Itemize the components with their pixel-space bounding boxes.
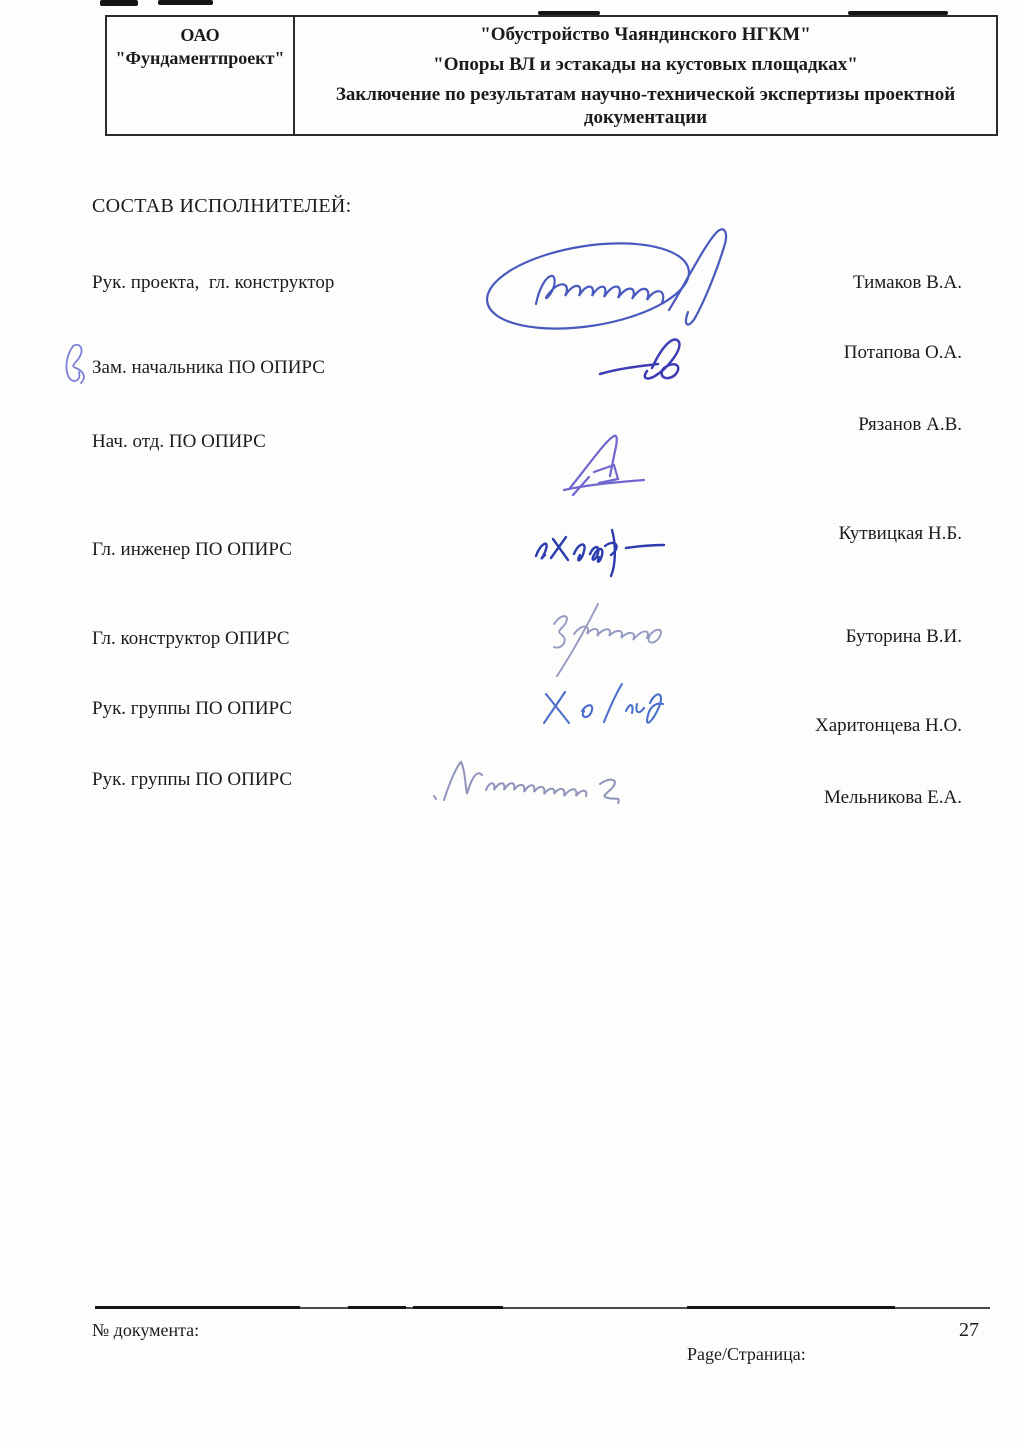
org-name-line1: ОАО <box>180 25 220 45</box>
header-table <box>105 15 998 136</box>
executor-name: Рязанов А.В. <box>858 414 962 435</box>
role-label: Рук. проекта, гл. конструктор <box>92 272 335 293</box>
document-type-title: Заключение по результатам научно-технической экспертизы проектной документации <box>335 83 956 129</box>
role-label: Гл. конструктор ОПИРС <box>92 628 290 649</box>
header-title-cell <box>295 17 996 134</box>
signature-kutvitskaya-icon <box>530 522 672 582</box>
page-number: 27 <box>959 1319 979 1341</box>
executor-name: Тимаков В.А. <box>852 272 962 293</box>
header-organization-cell <box>107 17 295 134</box>
project-title-line2: "Опоры ВЛ и эстакады на кустовых площадках" <box>433 53 858 75</box>
scan-artifact <box>100 0 138 6</box>
role-label: Рук. группы ПО ОПИРС <box>92 698 293 719</box>
page-label: Page/Страница: <box>687 1344 806 1364</box>
role-label: Зам. начальника ПО ОПИРС <box>92 357 325 378</box>
doc-number-label: № документа: <box>92 1320 200 1340</box>
org-name-line2: "Фундаментпроект" <box>115 47 285 68</box>
executor-name: Кутвицкая Н.Б. <box>838 523 962 544</box>
role-label: Гл. инженер ПО ОПИРС <box>92 539 292 560</box>
footer-rule <box>95 1307 990 1309</box>
executor-name: Мельникова Е.А. <box>823 787 962 808</box>
executor-name: Потапова О.А. <box>843 342 962 363</box>
signature-melnikova-icon <box>428 748 663 810</box>
executor-name: Харитонцева Н.О. <box>815 715 962 736</box>
role-label: Нач. отд. ПО ОПИРС <box>92 431 266 452</box>
signature-potapova-icon <box>596 326 691 390</box>
signature-kharitontseva-icon <box>538 676 673 734</box>
scan-artifact <box>158 0 213 5</box>
signature-timakov-icon <box>476 224 754 336</box>
signature-butorina-icon <box>532 598 680 682</box>
margin-ink-mark-icon <box>56 340 94 390</box>
signature-ryazanov-icon <box>558 430 653 496</box>
project-title-line1: "Обустройство Чаяндинского НГКМ" <box>480 24 811 45</box>
executor-name: Буторина В.И. <box>845 626 962 647</box>
section-heading: СОСТАВ ИСПОЛНИТЕЛЕЙ: <box>92 195 352 217</box>
role-label: Рук. группы ПО ОПИРС <box>92 769 293 790</box>
